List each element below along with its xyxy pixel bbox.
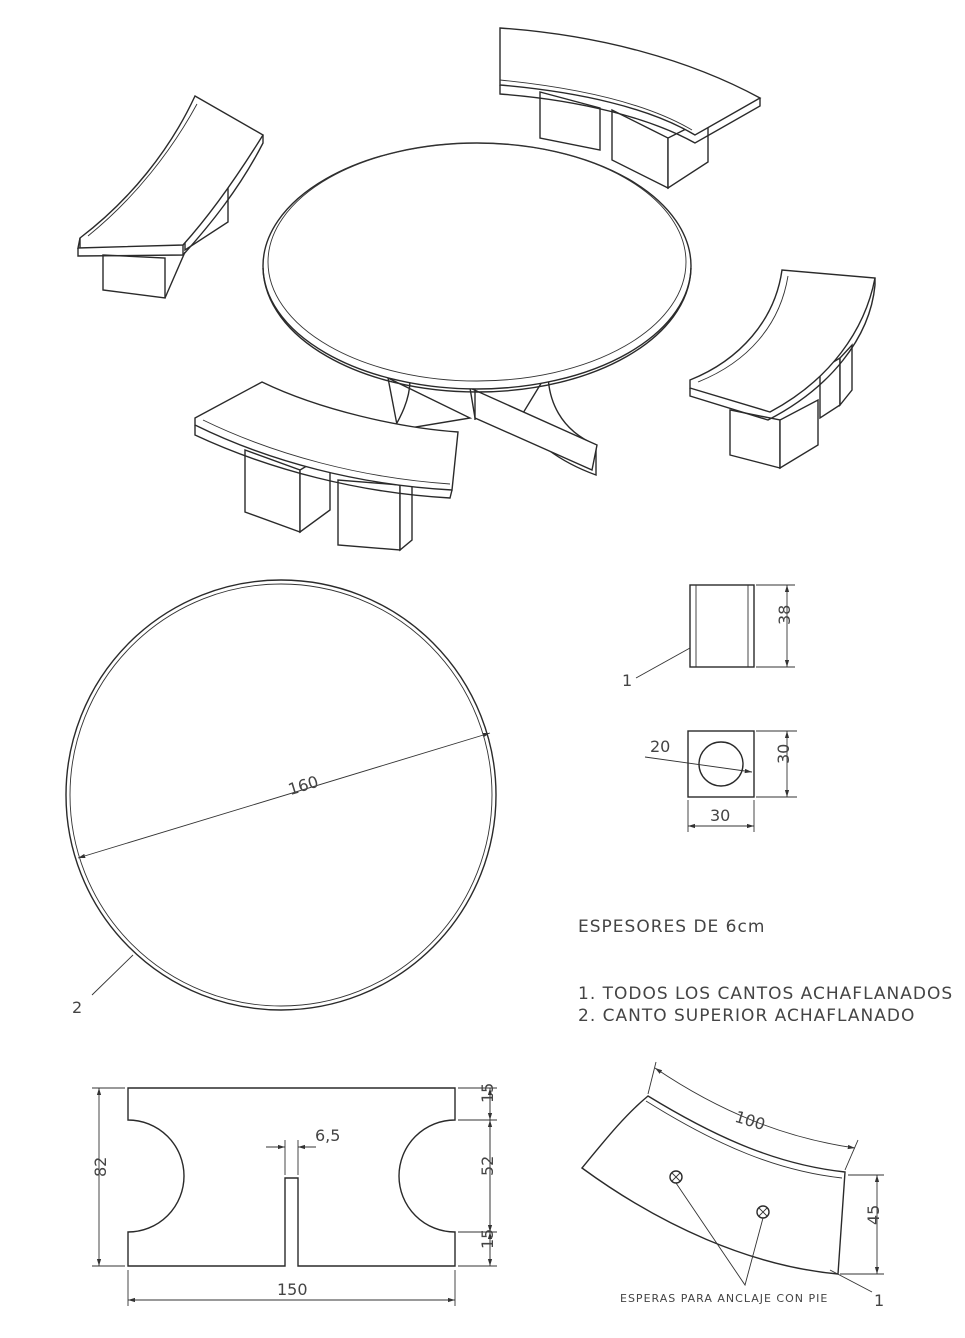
pedestal-bottom-label: 15 (478, 1228, 497, 1249)
table-top (263, 143, 691, 392)
base-depth-label: 30 (774, 743, 793, 764)
leg-elevation (622, 585, 795, 690)
leg-height-label: 38 (775, 604, 794, 625)
leg-plan (645, 731, 797, 832)
bench-callout: 1 (874, 1291, 885, 1310)
bench-top-left (78, 96, 263, 298)
table-diameter-label: 160 (285, 771, 321, 800)
base-width-label: 30 (710, 806, 731, 825)
thickness-note: ESPESORES DE 6cm (578, 917, 766, 937)
pedestal-width-label: 150 (277, 1280, 308, 1299)
bench-width-label: 45 (864, 1204, 883, 1225)
pedestal-elevation (91, 1083, 497, 1306)
bench-length-label: 100 (732, 1107, 768, 1135)
pedestal-height-label: 82 (91, 1156, 110, 1177)
slot-width-label: 6,5 (315, 1126, 341, 1145)
table-plan (66, 580, 496, 1017)
bench-right (690, 270, 875, 468)
note-1: 1. TODOS LOS CANTOS ACHAFLANADOS (578, 984, 954, 1004)
note-2: 2. CANTO SUPERIOR ACHAFLANADO (578, 1006, 916, 1026)
pedestal-mid-label: 52 (478, 1155, 497, 1176)
notes (578, 917, 953, 1026)
table-callout: 2 (72, 998, 83, 1017)
isometric-view (78, 28, 875, 550)
pedestal-top-label: 15 (478, 1082, 497, 1103)
hole-diameter-label: 20 (650, 737, 671, 756)
anchors-note: ESPERAS PARA ANCLAJE CON PIE (620, 1292, 829, 1305)
leg-callout: 1 (622, 671, 633, 690)
bench-plan (582, 1062, 884, 1310)
